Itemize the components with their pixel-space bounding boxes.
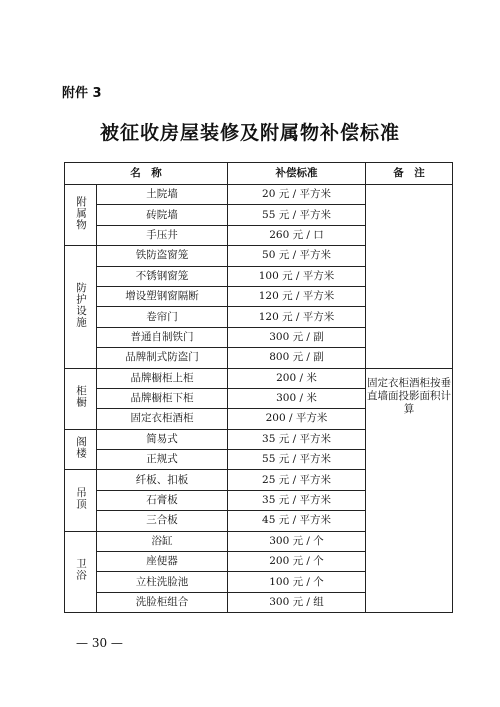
item-name: 座便器 <box>97 552 228 572</box>
item-standard: 300 / 米 <box>228 388 366 408</box>
item-name: 品牌橱柜上柜 <box>97 368 228 388</box>
category-label: 吊顶 <box>75 487 87 511</box>
remark-text: 固定衣柜酒柜按垂直墙面投影面积计算 <box>367 376 451 415</box>
item-standard: 300 元 / 组 <box>228 592 366 612</box>
item-name: 品牌橱柜下柜 <box>97 388 228 408</box>
item-name: 品牌制式防盗门 <box>97 348 228 368</box>
category-label: 附属物 <box>75 195 87 231</box>
item-name: 立柱洗脸池 <box>97 572 228 592</box>
item-standard: 35 元 / 平方米 <box>228 490 366 510</box>
item-standard: 200 / 米 <box>228 368 366 388</box>
item-name: 砖院墙 <box>97 205 228 225</box>
table-body <box>65 185 453 613</box>
category-cell <box>65 185 97 246</box>
item-standard: 25 元 / 平方米 <box>228 470 366 490</box>
compensation-table <box>64 162 453 613</box>
item-name: 正规式 <box>97 450 228 470</box>
remark-cell <box>366 368 453 613</box>
header-name: 名 称 <box>65 163 228 185</box>
item-name: 洗脸柜组合 <box>97 592 228 612</box>
category-label: 阁楼 <box>75 436 87 460</box>
item-standard: 55 元 / 平方米 <box>228 205 366 225</box>
header-standard: 补偿标准 <box>228 163 366 185</box>
item-standard: 260 元 / 口 <box>228 225 366 245</box>
category-label: 防护设施 <box>75 281 87 328</box>
item-name: 土院墙 <box>97 185 228 205</box>
item-standard: 120 元 / 平方米 <box>228 286 366 306</box>
item-standard: 100 元 / 个 <box>228 572 366 592</box>
category-cell <box>65 531 97 613</box>
item-name: 固定衣柜酒柜 <box>97 409 228 429</box>
category-cell <box>65 368 97 429</box>
item-standard: 200 元 / 个 <box>228 552 366 572</box>
category-cell <box>65 429 97 470</box>
item-name: 增设塑钢窗隔断 <box>97 286 228 306</box>
page-number: — 30 — <box>76 636 123 650</box>
item-standard: 800 元 / 副 <box>228 348 366 368</box>
attachment-label: 附件 3 <box>62 86 102 101</box>
category-cell <box>65 246 97 368</box>
remark-cell-empty <box>366 185 453 369</box>
item-standard: 45 元 / 平方米 <box>228 511 366 531</box>
item-standard: 120 元 / 平方米 <box>228 307 366 327</box>
item-standard: 50 元 / 平方米 <box>228 246 366 266</box>
table-row <box>65 368 453 388</box>
item-name: 浴缸 <box>97 531 228 551</box>
page-title: 被征收房屋装修及附属物补偿标准 <box>99 122 400 144</box>
category-label: 卫浴 <box>75 558 87 582</box>
item-standard: 35 元 / 平方米 <box>228 429 366 449</box>
item-name: 卷帘门 <box>97 307 228 327</box>
table-row <box>65 185 453 205</box>
item-standard: 100 元 / 平方米 <box>228 266 366 286</box>
item-name: 简易式 <box>97 429 228 449</box>
item-name: 普通自制铁门 <box>97 327 228 347</box>
category-cell <box>65 470 97 531</box>
item-standard: 300 元 / 个 <box>228 531 366 551</box>
item-standard: 200 / 平方米 <box>228 409 366 429</box>
item-name: 石膏板 <box>97 490 228 510</box>
table-header-row <box>65 163 453 185</box>
item-standard: 300 元 / 副 <box>228 327 366 347</box>
item-name: 不锈钢窗笼 <box>97 266 228 286</box>
header-remark: 备 注 <box>366 163 453 185</box>
item-standard: 55 元 / 平方米 <box>228 450 366 470</box>
item-name: 三合板 <box>97 511 228 531</box>
item-name: 手压井 <box>97 225 228 245</box>
category-label: 柜橱 <box>75 385 87 409</box>
item-standard: 20 元 / 平方米 <box>228 185 366 205</box>
item-name: 铁防盗窗笼 <box>97 246 228 266</box>
item-name: 纤板、扣板 <box>97 470 228 490</box>
